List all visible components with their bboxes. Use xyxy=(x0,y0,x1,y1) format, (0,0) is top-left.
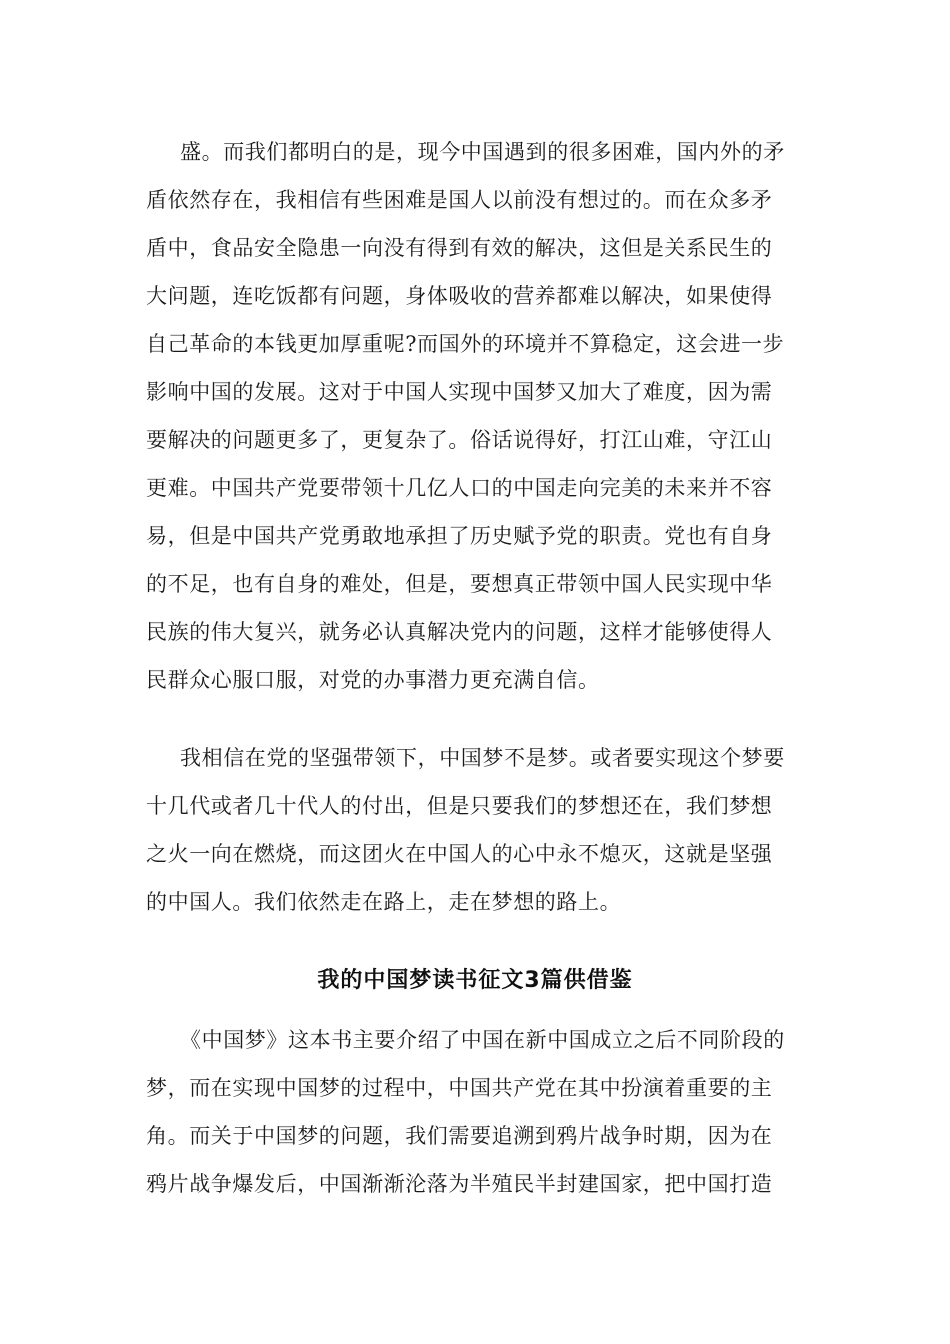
paragraph-line: 盾中，食品安全隐患一向没有得到有效的解决，这但是关系民生的 xyxy=(146,236,773,260)
paragraph-line: 影响中国的发展。这对于中国人实现中国梦又加大了难度，因为需 xyxy=(146,380,773,404)
paragraph-line: 我相信在党的坚强带领下，中国梦不是梦。或者要实现这个梦要 xyxy=(180,746,785,770)
paragraph-line: 十几代或者几十代人的付出，但是只要我们的梦想还在，我们梦想 xyxy=(146,794,773,818)
paragraph-line: 之火一向在燃烧，而这团火在中国人的心中永不熄灭，这就是坚强 xyxy=(146,842,773,866)
paragraph-line: 更难。中国共产党要带领十几亿人口的中国走向完美的未来并不容 xyxy=(146,476,773,500)
paragraph-line: 易，但是中国共产党勇敢地承担了历史赋予党的职责。党也有自身 xyxy=(146,524,773,548)
paragraph-line: 角。而关于中国梦的问题，我们需要追溯到鸦片战争时期，因为在 xyxy=(146,1124,773,1148)
paragraph-line: 民群众心服口服，对党的办事潜力更充满自信。 xyxy=(146,668,600,692)
paragraph-line: 鸦片战争爆发后，中国渐渐沦落为半殖民半封建国家，把中国打造 xyxy=(146,1172,773,1196)
paragraph-line: 盛。而我们都明白的是，现今中国遇到的很多困难，国内外的矛 xyxy=(180,140,785,164)
paragraph-line: 盾依然存在，我相信有些困难是国人以前没有想过的。而在众多矛 xyxy=(146,188,773,212)
paragraph-line: 民族的伟大复兴，就务必认真解决党内的问题，这样才能够使得人 xyxy=(146,620,773,644)
paragraph-line: 大问题，连吃饭都有问题，身体吸收的营养都难以解决，如果使得 xyxy=(146,284,773,308)
paragraph-line: 《中国梦》这本书主要介绍了中国在新中国成立之后不同阶段的 xyxy=(180,1028,785,1052)
section-heading: 我的中国梦读书征文3篇供借鉴 xyxy=(317,968,633,993)
paragraph-line: 要解决的问题更多了，更复杂了。俗话说得好，打江山难，守江山 xyxy=(146,428,773,452)
paragraph-line: 自己革命的本钱更加厚重呢?而国外的环境并不算稳定，这会进一步 xyxy=(146,332,785,356)
paragraph-line: 的不足，也有自身的难处，但是，要想真正带领中国人民实现中华 xyxy=(146,572,773,596)
paragraph-line: 的中国人。我们依然走在路上，走在梦想的路上。 xyxy=(146,890,622,914)
paragraph-line: 梦，而在实现中国梦的过程中，中国共产党在其中扮演着重要的主 xyxy=(146,1076,773,1100)
